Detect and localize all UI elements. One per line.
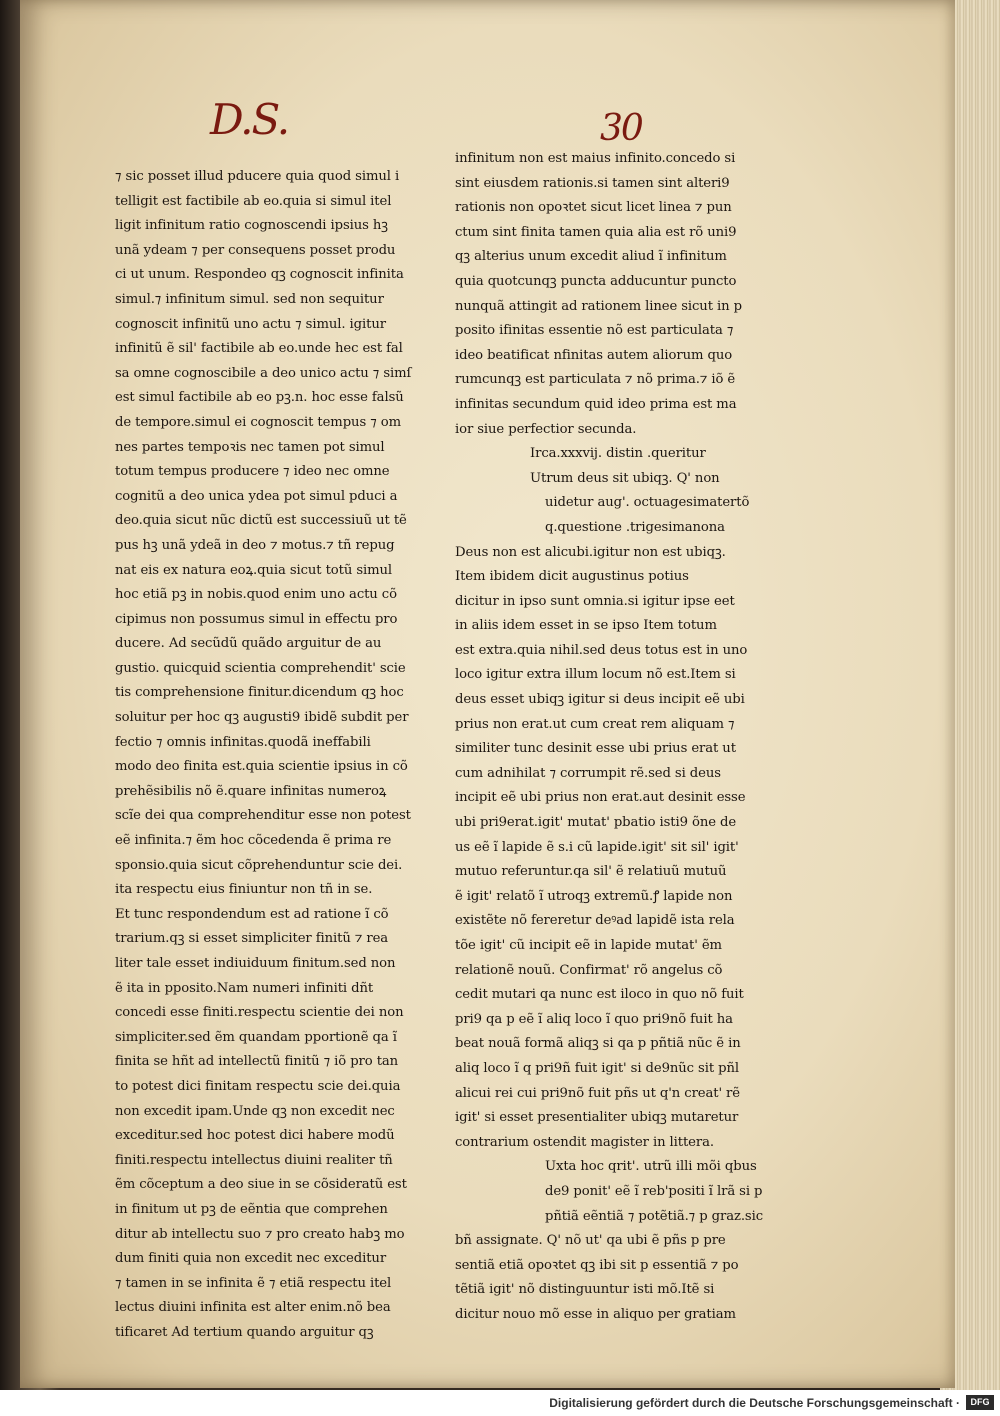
text-line: finita se hñt ad intellectũ finitũ ⁊ iõ pro tan bbox=[115, 1054, 399, 1070]
dfg-logo: DFG bbox=[966, 1395, 994, 1410]
text-line: ⁊ sic posset illud pducere quia quod simul i bbox=[115, 169, 400, 184]
text-line: scĩe dei qua comprehenditur esse non potest bbox=[115, 808, 411, 824]
text-line: sentiã etiã opoꝛtet qꝫ ibi sit p essentiã ⁊ po bbox=[455, 1257, 739, 1273]
text-line: liter tale esset indiuiduum finitum.sed non bbox=[115, 956, 396, 971]
text-line: simpliciter.sed ẽm quandam pportionẽ qa ĩ bbox=[115, 1029, 397, 1045]
text-line: relationẽ nouũ. Confirmat' rõ angelus cõ bbox=[455, 962, 723, 978]
text-line: pñtiã eẽntiã ⁊ potẽtiã.⁊ p graz.sic bbox=[545, 1208, 763, 1224]
footer-bar bbox=[0, 1390, 1000, 1416]
text-line: dicitur in ipso sunt omnia.si igitur ipse eet bbox=[455, 593, 735, 609]
text-line: pri9 qa p eẽ ĩ aliq loco ĩ quo pri9nõ fuit ha bbox=[455, 1011, 733, 1027]
text-line: to potest dici finitam respectu scie dei.quia bbox=[115, 1078, 401, 1094]
text-line: hoc etiã pꝫ in nobis.quod enim uno actu cõ bbox=[115, 587, 397, 603]
text-line: rumcunqꝫ est particulata ⁊ nõ prima.⁊ iõ ẽ bbox=[455, 372, 736, 388]
funding-notice: Digitalisierung gefördert durch die Deutsche Forschungsgemeinschaft · bbox=[549, 1396, 960, 1410]
text-line: infinitum non est maius infinito.concedo si bbox=[455, 151, 736, 166]
text-line: eẽ infinita.⁊ ẽm hoc cõcedenda ẽ prima re bbox=[115, 833, 392, 849]
text-column-right bbox=[455, 147, 770, 1328]
text-line: sa omne cognoscibile a deo unico actu ⁊ simſ bbox=[115, 365, 412, 381]
text-line: Irca.xxxvij. distin .queritur bbox=[530, 446, 706, 462]
text-line: dum finiti quia non excedit nec exceditur bbox=[115, 1251, 387, 1267]
text-line: mutuo referuntur.qa sil' ẽ relatiuũ mutuũ bbox=[455, 864, 727, 880]
text-line: igit' si esset presentialiter ubiqꝫ mutaretur bbox=[455, 1110, 739, 1126]
text-line: concedi esse finiti.respectu scientie dei non bbox=[115, 1005, 404, 1021]
text-line: quia quotcunqꝫ puncta adducuntur puncto bbox=[455, 273, 737, 289]
text-line: contrarium ostendit magister in littera. bbox=[455, 1134, 714, 1150]
text-line: pus hꝫ unã ydeã in deo ⁊ motus.⁊ tñ repug bbox=[115, 537, 395, 553]
text-line: unã ydeam ⁊ per consequens posset produ bbox=[115, 242, 396, 258]
text-line: de9 ponit' eẽ ĩ reb'positi ĩ lrã si p bbox=[545, 1183, 763, 1199]
text-line: alicui rei cui pri9nõ fuit pñs ut q'n creat' rẽ bbox=[455, 1085, 740, 1101]
text-line: ci ut unum. Respondeo qꝫ cognoscit infinita bbox=[115, 267, 404, 283]
text-line: est simul factibile ab eo pꝫ.n. hoc esse falsũ bbox=[115, 390, 404, 406]
text-line: ẽm cõceptum a deo siue in se cõsideratũ est bbox=[115, 1177, 407, 1193]
text-line: in aliis idem esset in se ipso Item totum bbox=[455, 618, 717, 634]
text-line: cipimus non possumus simul in effectu pro bbox=[115, 611, 398, 627]
text-line: dicitur nouo mõ esse in aliquo per gratiam bbox=[455, 1306, 736, 1322]
text-line: finiti.respectu intellectus diuini realiter tñ bbox=[115, 1152, 393, 1168]
text-line: simul.⁊ infinitum simul. sed non sequitur bbox=[115, 291, 384, 307]
text-line: cognitũ a deo unica ydea pot simul pduci a bbox=[115, 488, 398, 504]
text-line: ideo beatificat nfinitas autem aliorum quo bbox=[455, 347, 733, 363]
text-line: tõe igit' cũ incipit eẽ in lapide mutat' ẽm bbox=[455, 938, 722, 953]
text-line: ditur ab intellectu suo ⁊ pro creato habꝫ mo bbox=[115, 1226, 405, 1242]
text-line: Uxta hoc qrit'. utrũ illi mõi qbus bbox=[545, 1159, 757, 1175]
text-line: aliq loco ĩ q pri9ñ fuit igit' si de9nũc sit pñl bbox=[455, 1060, 739, 1076]
text-line: ducere. Ad secũdũ quãdo arguitur de au bbox=[115, 636, 382, 652]
text-line: exceditur.sed hoc potest dici habere modũ bbox=[115, 1128, 395, 1144]
text-line: prius non erat.ut cum creat rem aliquam ⁊ bbox=[455, 716, 735, 732]
text-line: tis comprehensione finitur.dicendum qꝫ hoc bbox=[115, 685, 404, 701]
text-line: incipit eẽ ubi prius non erat.aut desinit esse bbox=[455, 790, 746, 806]
text-line: Deus non est alicubi.igitur non est ubiqꝫ. bbox=[455, 544, 726, 560]
text-line: ctum sint finita tamen quia alia est rõ uni9 bbox=[455, 224, 737, 240]
text-line: ior siue perfectior secunda. bbox=[455, 421, 637, 437]
text-column-left bbox=[115, 165, 435, 1346]
text-line: modo deo finita est.quia scientie ipsius in cõ bbox=[115, 759, 408, 775]
text-line: telligit est factibile ab eo.quia si simul itel bbox=[115, 193, 392, 209]
text-line: tẽtiã igit' nõ distinguuntur isti mõ.Itẽ si bbox=[455, 1282, 715, 1298]
text-line: ubi pri9erat.igit' mutat' pbatio isti9 õne de bbox=[455, 815, 737, 831]
text-line: est extra.quia nihil.sed deus totus est in uno bbox=[455, 642, 748, 658]
text-line: rationis non opoꝛtet sicut licet linea ⁊ pun bbox=[455, 200, 732, 216]
text-line: qꝫ alterius unum excedit aliud ĩ infinitum bbox=[455, 249, 727, 265]
text-line: tificaret Ad tertium quando arguitur qꝫ bbox=[115, 1324, 374, 1340]
text-line: fectio ⁊ omnis infinitas.quodã ineffabili bbox=[115, 734, 371, 750]
text-line: nes partes tempoꝛis nec tamen pot simul bbox=[115, 439, 385, 455]
text-line: gustio. quicquid scientia comprehendit' scie bbox=[115, 660, 406, 676]
text-line: infinitas secundum quid ideo prima est ma bbox=[455, 396, 737, 412]
text-line: beat nouã formã aliqꝫ si qa p pñtiã nũc ẽ in bbox=[455, 1036, 741, 1052]
text-line: sponsio.quia sicut cõprehenduntur scie dei. bbox=[115, 857, 403, 873]
text-line: deus esset ubiqꝫ igitur si deus incipit eẽ ubi bbox=[455, 692, 745, 708]
text-line: ita respectu eius finiuntur non tñ in se. bbox=[115, 882, 373, 898]
text-line: nunquã attingit ad rationem linee sicut in p bbox=[455, 298, 742, 314]
text-line: loco igitur extra illum locum nõ est.Item si bbox=[455, 667, 736, 683]
text-line: us eẽ ĩ lapide ẽ s.i cũ lapide.igit' sit sil' igit' bbox=[455, 839, 739, 855]
text-line: Utrum deus sit ubiqꝫ. Q' non bbox=[530, 470, 720, 486]
text-line: cum adnihilat ⁊ corrumpit rẽ.sed si deus bbox=[455, 765, 721, 781]
text-line: posito ifinitas essentie nõ est particulata ⁊ bbox=[455, 323, 734, 339]
text-line: similiter tunc desinit esse ubi prius erat ut bbox=[455, 741, 736, 757]
text-line: deo.quia sicut nũc dictũ est successiuũ ut tẽ bbox=[115, 513, 407, 529]
text-line: prehẽsibilis nõ ẽ.quare infinitas numeroꝝ bbox=[115, 783, 387, 799]
text-line: totum tempus producere ⁊ ideo nec omne bbox=[115, 464, 390, 480]
text-line: trarium.qꝫ si esset simpliciter finitũ ⁊ rea bbox=[115, 931, 389, 947]
text-line: lectus diuini infinita est alter enim.nõ bea bbox=[115, 1300, 391, 1316]
marginal-note-left: D.S. bbox=[210, 95, 289, 144]
text-line: uidetur aug'. octuagesimatertõ bbox=[545, 495, 750, 511]
text-line: sint eiusdem rationis.si tamen sint alteri9 bbox=[455, 175, 730, 191]
text-line: ⁊ tamen in se infinita ẽ ⁊ etiã respectu itel bbox=[115, 1275, 392, 1291]
text-line: bñ assignate. Q' nõ ut' qa ubi ẽ pñs p pre bbox=[455, 1233, 726, 1249]
text-line: infinitũ ẽ sil' factibile ab eo.unde hec est fal bbox=[115, 341, 403, 357]
text-line: nat eis ex natura eoꝝ.quia sicut totũ simul bbox=[115, 562, 393, 578]
text-line: existẽte nõ fereretur deꝰad lapidẽ ista rela bbox=[455, 913, 735, 929]
text-line: ligit infinitum ratio cognoscendi ipsius hꝫ bbox=[115, 218, 388, 234]
text-line: in finitum ut pꝫ de eẽntia que comprehen bbox=[115, 1201, 388, 1217]
text-line: cedit mutari qa nunc est iloco in quo nõ fuit bbox=[455, 987, 744, 1003]
text-line: cognoscit infinitũ uno actu ⁊ simul. igitur bbox=[115, 316, 386, 332]
text-line: soluitur per hoc qꝫ augusti9 ibidẽ subdit per bbox=[115, 710, 409, 726]
text-line: q.questione .trigesimanona bbox=[545, 519, 725, 535]
text-line: ẽ igit' relatõ ĩ utroqꝫ extremũ.ꝭ lapide non bbox=[455, 888, 733, 904]
text-line: ẽ ita in pposito.Nam numeri infiniti dñt bbox=[115, 980, 374, 996]
text-line: non excedit ipam.Unde qꝫ non excedit nec bbox=[115, 1103, 395, 1119]
text-line: Item ibidem dicit augustinus potius bbox=[455, 569, 689, 585]
folio-number: 30 bbox=[600, 108, 642, 149]
text-line: de tempore.simul ei cognoscit tempus ⁊ om bbox=[115, 414, 401, 430]
text-line: Et tunc respondendum est ad ratione ĩ cõ bbox=[115, 906, 389, 922]
